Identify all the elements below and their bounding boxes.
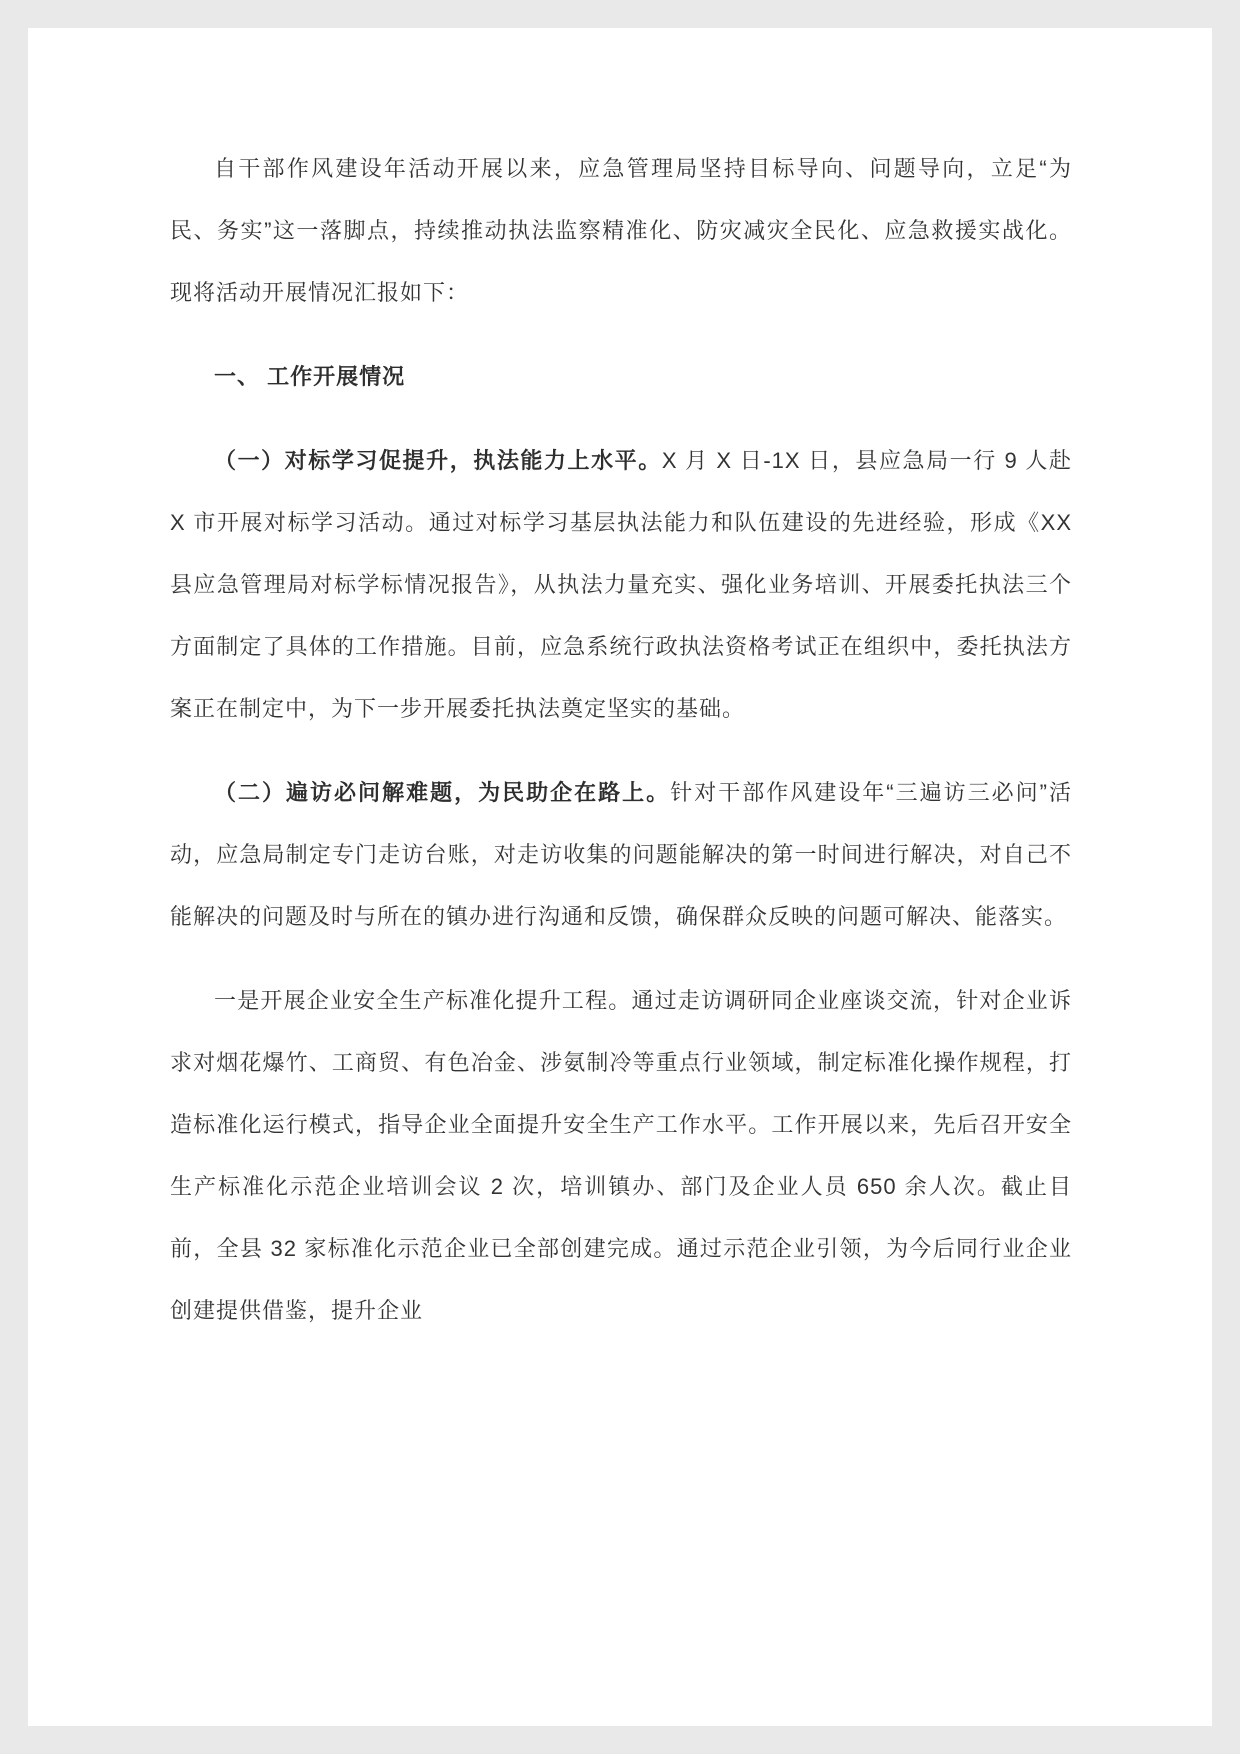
paragraph-text: 一是开展企业安全生产标准化提升工程。通过走访调研同企业座谈交流，针对企业诉求对烟花爆竹、工商贸、有色冶金、涉氨制冷等重点行业领域，制定标准化操作规程，打造标准化运行模式，指导企业全面提升安全生产工作水平。工作开展以来，先后召开安全生产标准化示范企业培训会议 2 次，培训镇办、部门及企业人员 650 余人次。截止目前，全县 32 家标准化示范企业已全部创建完成。通过示范企业引领，为今后同行业企业创建提供借鉴，提升企业: [170, 988, 1072, 1323]
paragraph: [170, 138, 1072, 324]
paragraph: [170, 762, 1072, 948]
paragraph: [170, 970, 1072, 1342]
paragraph-text: 针对干部作风建设年“三遍访三必问”活动，应急局制定专门走访台账，对走访收集的问题能解决的第一时间进行解决，对自己不能解决的问题及时与所在的镇办进行沟通和反馈，确保群众反映的问题可解决、能落实。: [170, 780, 1072, 929]
paragraph-lead-text: （二）遍访必问解难题，为民助企在路上。: [214, 780, 671, 805]
paragraph-text: 自干部作风建设年活动开展以来，应急管理局坚持目标导向、问题导向，立足“为民、务实”这一落脚点，持续推动执法监察精准化、防灾减灾全民化、应急救援实战化。现将活动开展情况汇报如下：: [170, 156, 1072, 305]
paragraph-text: X 月 X 日-1X 日，县应急局一行 9 人赴 X 市开展对标学习活动。通过对标学习基层执法能力和队伍建设的先进经验，形成《XX 县应急管理局对标学标情况报告》，从执法力量充实、强化业务培训、开展委托执法三个方面制定了具体的工作措施。目前，应急系统行政执法资格考试正在组织中，委托执法方案正在制定中，为下一步开展委托执法奠定坚实的基础。: [170, 448, 1072, 721]
paragraph-lead-text: （一）对标学习促提升，执法能力上水平。: [214, 448, 662, 473]
document-page: [28, 28, 1212, 1726]
paragraph-lead-text: 一、 工作开展情况: [214, 364, 406, 389]
document-content: [28, 28, 1212, 1342]
paragraph: [170, 430, 1072, 740]
section-heading: [170, 346, 1072, 408]
